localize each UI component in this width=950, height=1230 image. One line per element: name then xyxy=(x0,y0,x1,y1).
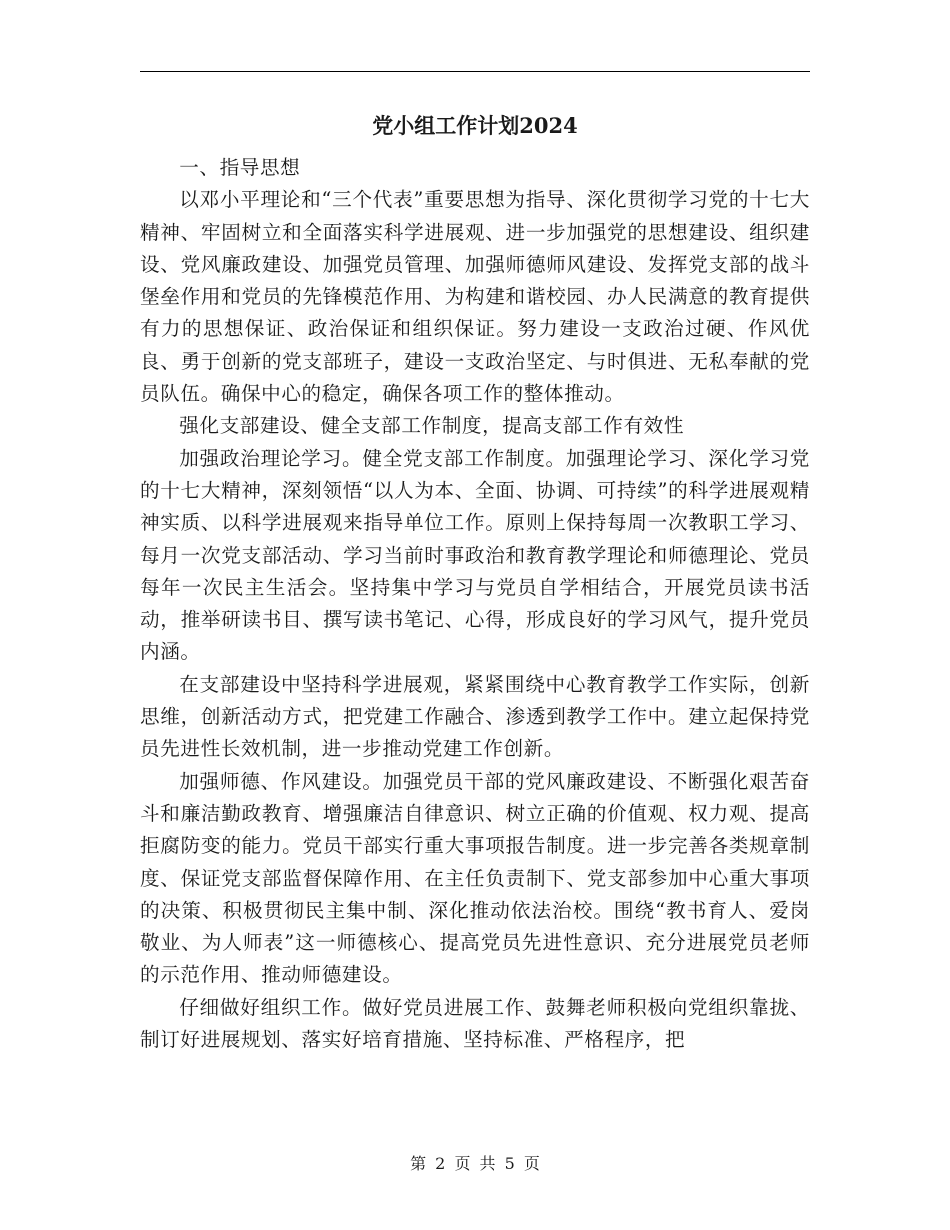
paragraph: 仔细做好组织工作。做好党员进展工作、鼓舞老师积极向党组织靠拢、制订好进展规划、落实好培育措施、坚持标准、严格程序，把 xyxy=(140,995,810,1052)
page-number: 第 2 页 共 5 页 xyxy=(410,1154,540,1173)
section-heading: 一、指导思想 xyxy=(179,156,301,179)
document-title: 党小组工作计划2024 xyxy=(372,113,578,138)
subsection-heading: 强化支部建设、健全支部工作制度，提高支部工作有效性 xyxy=(179,414,685,438)
header-rule xyxy=(140,71,810,72)
paragraph: 以邓小平理论和“三个代表”重要思想为指导、深化贯彻学习党的十七大精神、牢固树立和全面落实科学进展观、进一步加强党的思想建设、组织建设、党风廉政建设、加强党员管理、加强师德师风建设、发挥党支部的战斗堡垒作用和党员的先锋模范作用、为构建和谐校园、办人民满意的教育提供有力的思想保证、政治保证和组织保证。努力建设一支政治过硬、作风优良、勇于创新的党支部班子，建设一支政治坚定、与时俱进、无私奉献的党员队伍。确保中心的稳定，确保各项工作的整体推动。 xyxy=(140,188,810,406)
document-body xyxy=(140,152,810,1056)
paragraph: 加强师德、作风建设。加强党员干部的党风廉政建设、不断强化艰苦奋斗和廉洁勤政教育、增强廉洁自律意识、树立正确的价值观、权力观、提高拒腐防变的能力。党员干部实行重大事项报告制度。进一步完善各类规章制度、保证党支部监督保障作用、在主任负责制下、党支部参加中心重大事项的决策、积极贯彻民主集中制、深化推动依法治校。围绕“教书育人、爱岗敬业、为人师表”这一师德核心、提高党员先进性意识、充分进展党员老师的示范作用、推动师德建设。 xyxy=(140,769,810,987)
paragraph: 加强政治理论学习。健全党支部工作制度。加强理论学习、深化学习党的十七大精神，深刻领悟“以人为本、全面、协调、可持续”的科学进展观精神实质、以科学进展观来指导单位工作。原则上保持每周一次教职工学习、每月一次党支部活动、学习当前时事政治和教育教学理论和师德理论、党员每年一次民主生活会。坚持集中学习与党员自学相结合，开展党员读书活动，推举研读书目、撰写读书笔记、心得，形成良好的学习风气，提升党员内涵。 xyxy=(140,446,810,664)
paragraph: 在支部建设中坚持科学进展观，紧紧围绕中心教育教学工作实际，创新思维，创新活动方式，把党建工作融合、渗透到教学工作中。建立起保持党员先进性长效机制，进一步推动党建工作创新。 xyxy=(140,672,810,761)
